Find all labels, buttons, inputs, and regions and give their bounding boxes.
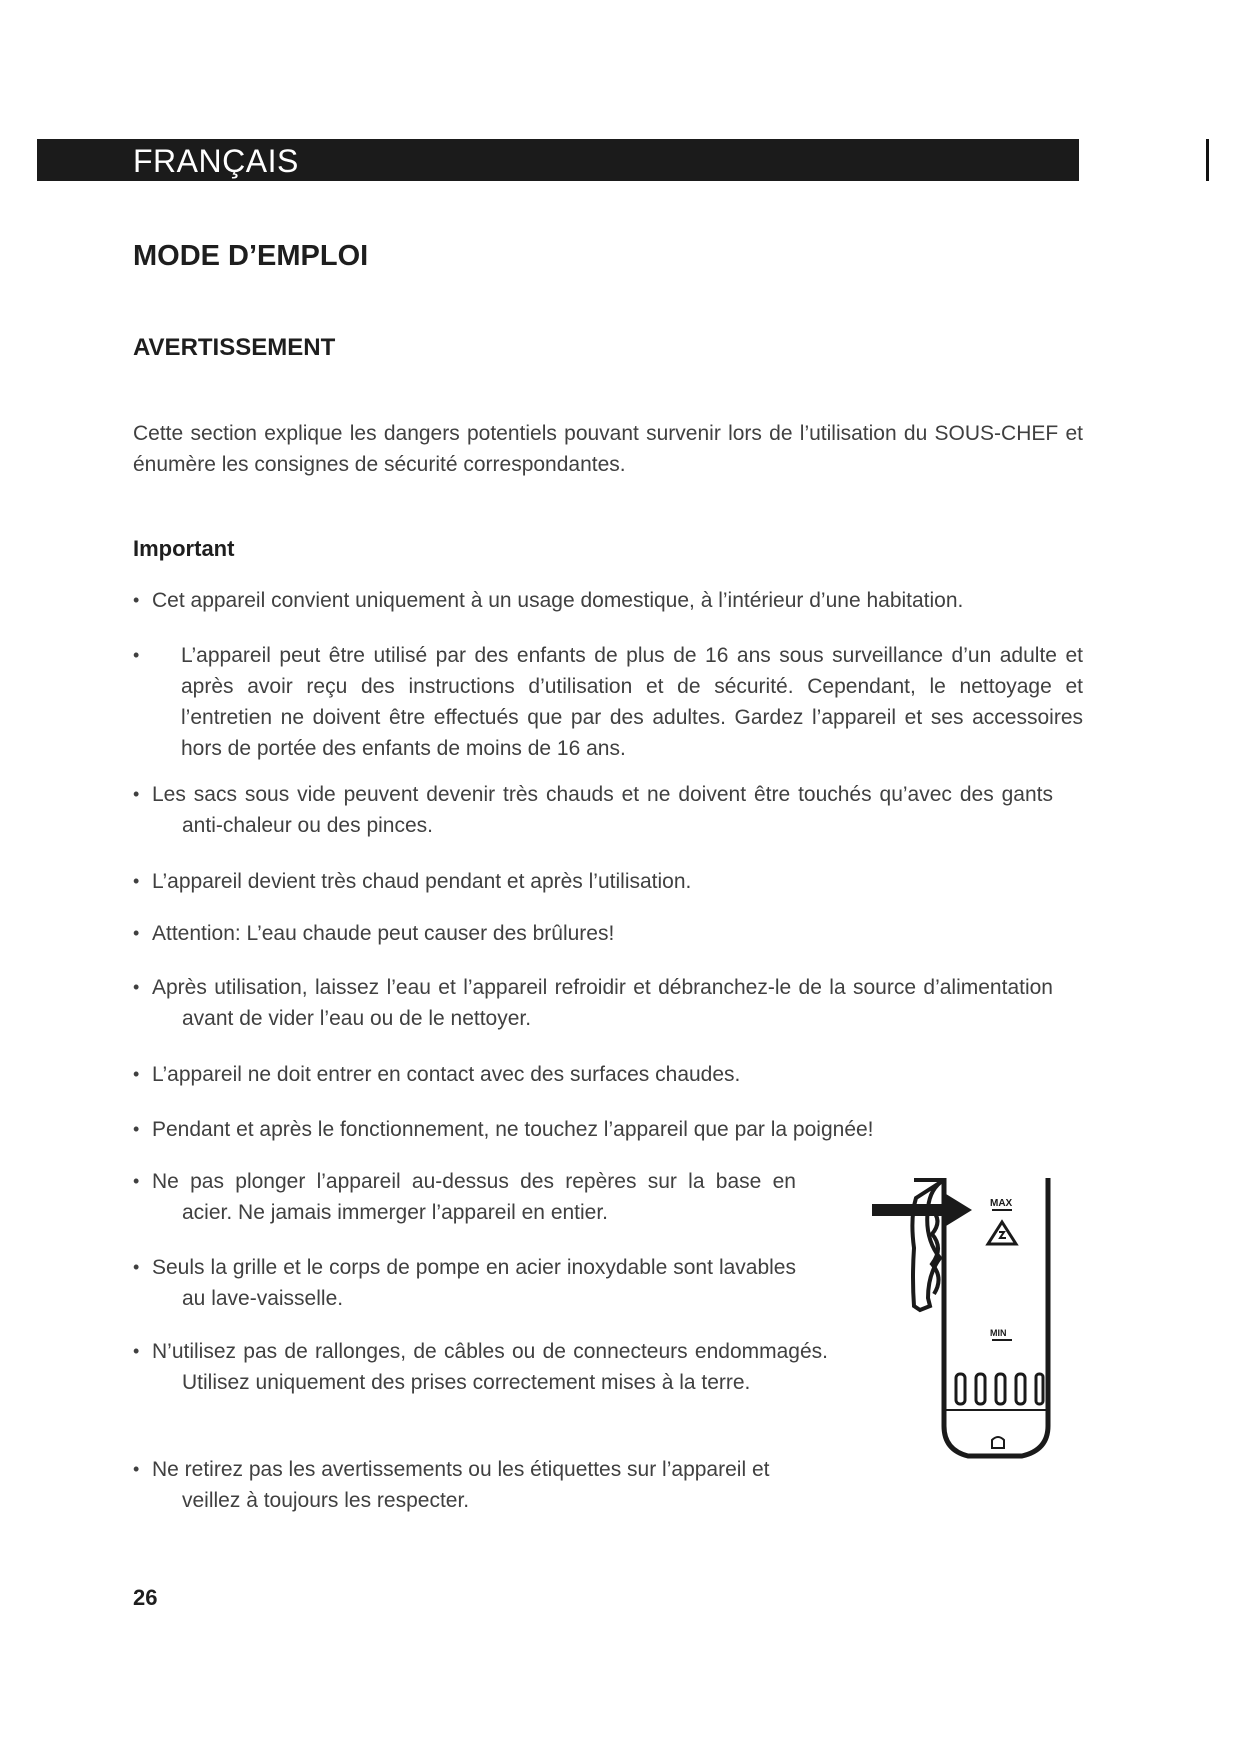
list-item: • Ne pas plonger l’appareil au-dessus des repères sur la base en acier. Ne jamais immerger l’appareil en entier. [133,1166,796,1228]
important-heading: Important [133,536,235,561]
list-item: • Cet appareil convient uniquement à un usage domestique, à l’intérieur d’une habitation. [133,585,1083,616]
list-item: • Après utilisation, laissez l’eau et l’appareil refroidir et débranchez-le de la source d’alimentation avant de vider l’eau ou de le nettoyer. [133,972,1053,1034]
page-title: MODE D’EMPLOI [133,240,369,272]
page-number: 26 [133,1585,158,1610]
language-header-bar [37,139,1079,181]
list-item: • L’appareil ne doit entrer en contact avec des surfaces chaudes. [133,1059,1053,1090]
list-item: • Attention: L’eau chaude peut causer des brûlures! [133,918,1053,949]
bullet-icon: • [133,1119,140,1139]
bullet-icon: • [133,871,140,891]
list-item: • N’utilisez pas de rallonges, de câbles ou de connecteurs endommagés. Utilisez uniquement des prises correctement mises à la terre. [133,1336,828,1398]
page-edge-mark [1206,139,1209,181]
min-label: MIN [990,1328,1007,1338]
list-item: • Ne retirez pas les avertissements ou les étiquettes sur l’appareil et veillez à toujours les respecter. [133,1454,796,1516]
section-intro: Cette section explique les dangers potentiels pouvant survenir lors de l’utilisation du SOUS-CHEF et énumère les consignes de sécurité correspondantes. [133,422,1083,476]
section-heading: AVERTISSEMENT [133,334,336,361]
list-item: • Les sacs sous vide peuvent devenir très chauds et ne doivent être touchés qu’avec des gants anti-chaleur ou des pinces. [133,779,1053,841]
list-item: • L’appareil devient très chaud pendant et après l’utilisation. [133,866,1053,897]
bullet-icon: • [133,590,140,610]
bullet-icon: • [133,1171,140,1191]
list-item: • Seuls la grille et le corps de pompe en acier inoxydable sont lavables au lave-vaisselle. [133,1252,796,1314]
max-label: MAX [990,1198,1013,1209]
bullet-icon: • [133,923,140,943]
language-label: FRANÇAIS [133,143,299,179]
bullet-icon: • [133,645,140,665]
bullet-icon: • [133,784,140,804]
sous-vide-device-icon [872,1178,1072,1480]
list-item: • Pendant et après le fonctionnement, ne touchez l’appareil que par la poignée! [133,1114,1053,1145]
bullet-icon: • [133,1064,140,1084]
device-water-level-illustration [872,1178,1072,1480]
bullet-icon: • [133,1459,140,1479]
bullet-icon: • [133,1341,140,1361]
list-item: • L’appareil peut être utilisé par des enfants de plus de 16 ans sous surveillance d’un adulte et après avoir reçu des instructions d’utilisation et de sécurité. Cependant, le nettoyage et l’entretien ne doivent être effectués que par des adultes. Gardez l’appareil et ses accessoires hors de portée des enfants de moins de 16 ans. [133,640,1083,764]
bullet-icon: • [133,977,140,997]
bullet-icon: • [133,1257,140,1277]
